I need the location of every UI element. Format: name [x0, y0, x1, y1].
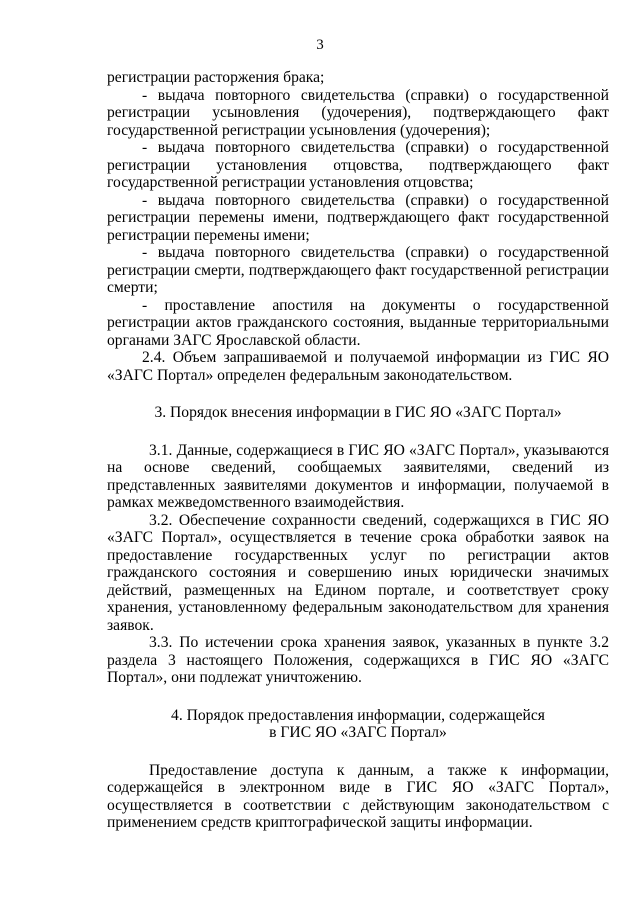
paragraph-4-1: Предоставление доступа к данным, а также к информации, содержащейся в электронном виде в ГИС ЯО «ЗАГС Портал», осуществляется в соответствии с действующим законодательством с применением средств криптографической защиты информации. — [107, 761, 609, 831]
list-item-name-change: - выдача повторного свидетельства (справки) о государственной регистрации перемены имени, подтверждающего факт государственной регистрации перемены имени; — [107, 191, 609, 244]
paragraph-3-1: 3.1. Данные, содержащиеся в ГИС ЯО «ЗАГС Портал», указываются на основе сведений, сообщаемых заявителями, сведений из представленных заявителями документов и информации, получаемой в рамках межведомственного взаимодействия. — [107, 441, 609, 511]
section-3-heading: 3. Порядок внесения информации в ГИС ЯО «ЗАГС Портал» — [154, 404, 562, 421]
paragraph-continuation: регистрации расторжения брака; — [107, 69, 325, 86]
section-4-heading-line1: 4. Порядок предоставления информации, содержащейся — [171, 706, 545, 724]
paragraph-2-4: 2.4. Объем запрашиваемой и получаемой информации из ГИС ЯО «ЗАГС Портал» определен федеральным законодательством. — [107, 349, 609, 384]
paragraph-3-2: 3.2. Обеспечение сохранности сведений, содержащихся в ГИС ЯО «ЗАГС Портал», осуществляется в течение срока обработки заявок на предоставление государственных услуг по регистрации актов гражданского состояния и совершению иных юридически значимых действий, размещенных на Едином портале, и соответствует сроку хранения, установленному федеральным законодательством для хранения заявок. — [107, 511, 609, 634]
page-number: 3 — [316, 37, 324, 53]
list-item-adoption: - выдача повторного свидетельства (справки) о государственной регистрации усыновления (удочерения), подтверждающего факт государственной регистрации усыновления (удочерения); — [107, 86, 609, 139]
paragraph-3-3: 3.3. По истечении срока хранения заявок, указанных в пункте 3.2 раздела 3 настоящего Положения, содержащихся в ГИС ЯО «ЗАГС Портал», они подлежат уничтожению. — [107, 634, 609, 686]
list-item-paternity: - выдача повторного свидетельства (справки) о государственной регистрации установления отцовства, подтверждающего факт государственной регистрации установления отцовства; — [107, 139, 609, 191]
document-body — [107, 69, 609, 832]
section-4-heading-line2: в ГИС ЯО «ЗАГС Портал» — [269, 724, 447, 741]
list-item-death: - выдача повторного свидетельства (справки) о государственной регистрации смерти, подтверждающего факт государственной регистрации смерти; — [107, 244, 609, 296]
list-item-apostille: - проставление апостиля на документы о государственной регистрации актов гражданского состояния, выданные территориальными органами ЗАГС Ярославской области. — [107, 296, 609, 349]
